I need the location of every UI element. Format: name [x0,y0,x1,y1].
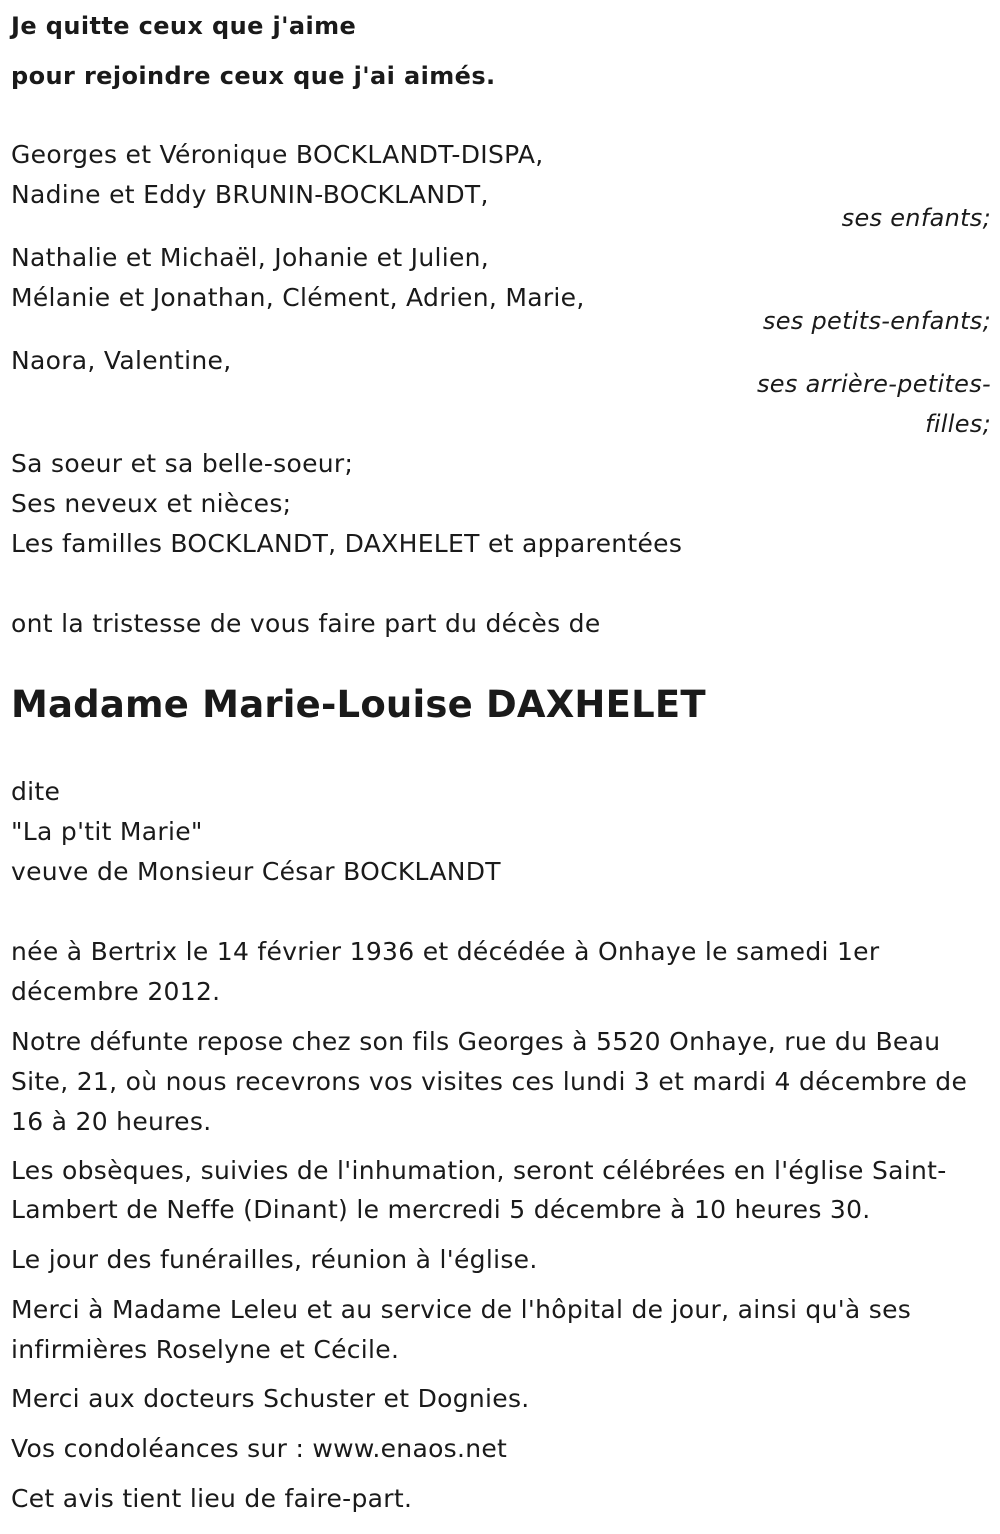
family-line-3: Les familles BOCKLANDT, DAXHELET et apparentées [11,529,683,558]
birth-death-line-1: née à Bertrix le 14 février 1936 et décédée à Onhaye le samedi 1er [11,937,880,966]
rests-line-1: Notre défunte repose chez son fils Georges à 5520 Onhaye, rue du Beau [11,1027,941,1056]
grandchildren-line-1: Nathalie et Michaël, Johanie et Julien, [11,243,490,272]
grandchildren-relation: ses petits-enfants; [762,307,991,335]
children-line-2: Nadine et Eddy BRUNIN-BOCKLANDT, [11,180,489,209]
family-line-1: Sa soeur et sa belle-soeur; [11,449,354,478]
notice-line: Cet avis tient lieu de faire-part. [11,1484,413,1513]
meeting-line: Le jour des funérailles, réunion à l'église. [11,1245,538,1274]
thanks-line-2: infirmières Roselyne et Cécile. [11,1335,400,1364]
great-grandchildren-relation-2: filles; [925,410,991,438]
alias-line-1: dite [11,777,61,806]
grandchildren-line-2: Mélanie et Jonathan, Clément, Adrien, Marie, [11,283,585,312]
doctors-thanks: Merci aux docteurs Schuster et Dognies. [11,1384,530,1413]
rests-line-2: Site, 21, où nous recevrons vos visites ces lundi 3 et mardi 4 décembre de [11,1067,968,1096]
funeral-line-1: Les obsèques, suivies de l'inhumation, seront célébrées en l'église Saint- [11,1156,947,1185]
alias-line-2: "La p'tit Marie" [11,817,203,846]
funeral-line-2: Lambert de Neffe (Dinant) le mercredi 5 décembre à 10 heures 30. [11,1195,871,1224]
announcement: ont la tristesse de vous faire part du décès de [11,609,601,638]
rests-line-3: 16 à 20 heures. [11,1107,212,1136]
alias-line-3: veuve de Monsieur César BOCKLANDT [11,857,501,886]
birth-death-line-2: décembre 2012. [11,977,221,1006]
thanks-line-1: Merci à Madame Leleu et au service de l'hôpital de jour, ainsi qu'à ses [11,1295,912,1324]
family-line-2: Ses neveux et nièces; [11,489,292,518]
deceased-name: Madame Marie-Louise DAXHELET [11,683,706,726]
epigraph-line-1: Je quitte ceux que j'aime [11,12,357,40]
epigraph-line-2: pour rejoindre ceux que j'ai aimés. [11,62,496,90]
children-line-1: Georges et Véronique BOCKLANDT-DISPA, [11,140,544,169]
children-relation: ses enfants; [841,204,991,232]
condolences-line: Vos condoléances sur : www.enaos.net [11,1434,508,1463]
great-grandchildren-line-1: Naora, Valentine, [11,346,232,375]
great-grandchildren-relation-1: ses arrière-petites- [757,370,991,398]
